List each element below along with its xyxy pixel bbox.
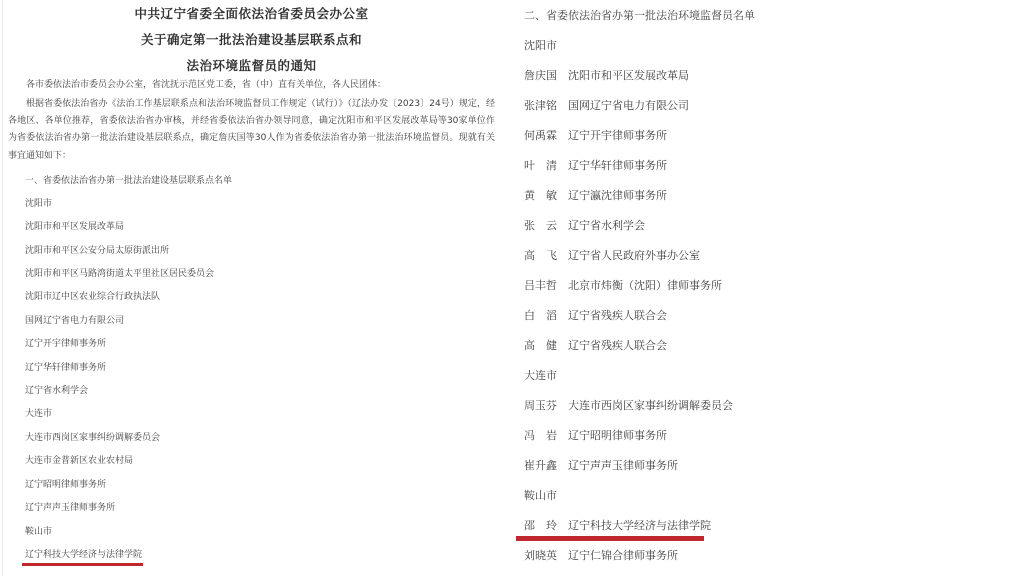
- list-item: [8, 286, 495, 309]
- person-name: 周玉芬: [524, 399, 557, 412]
- city-header: [8, 403, 495, 426]
- org-label: 沈阳市和平区公安分局太原街派出所: [25, 245, 170, 256]
- person-org: 辽宁昭明律师事务所: [568, 429, 667, 442]
- person-name: 张 云: [524, 219, 557, 232]
- list-item: [8, 450, 495, 473]
- org-label: 辽宁科技大学经济与法律学院: [25, 549, 143, 560]
- list-item-highlighted: [8, 544, 495, 567]
- person-org: 沈阳市和平区发展改革局: [568, 69, 689, 82]
- city-label: 鞍山市: [524, 489, 557, 502]
- supervisor-row: [514, 241, 1019, 271]
- person-org: 辽宁开宇律师事务所: [568, 129, 667, 142]
- section2-heading: 二、省委依法治省办第一批法治环境监督员名单: [524, 9, 755, 22]
- person-name: 吕丰哲: [524, 279, 557, 292]
- document-title: [8, 1, 495, 79]
- page-edge-divider: [2, 0, 3, 576]
- list-item: [8, 240, 495, 263]
- list-item: [8, 427, 495, 450]
- person-name: 詹庆国: [524, 69, 557, 82]
- city-label: 鞍山市: [25, 526, 53, 537]
- supervisors-list: [514, 31, 1019, 571]
- city-label: 大连市: [25, 409, 53, 420]
- person-org: 辽宁省人民政府外事办公室: [568, 249, 700, 262]
- supervisor-row: [514, 451, 1019, 481]
- city-header: [8, 193, 495, 216]
- supervisor-row: [514, 211, 1019, 241]
- person-name: 白 滔: [524, 309, 557, 322]
- list-item: [8, 474, 495, 497]
- section1-heading: 一、省委依法治省办第一批法治建设基层联系点名单: [25, 175, 233, 186]
- list-item: [8, 497, 495, 520]
- supervisor-row: [514, 151, 1019, 181]
- city-header: [8, 521, 495, 544]
- notice-page-2: [514, 0, 1019, 571]
- org-label: 辽宁声声玉律师事务所: [25, 503, 116, 514]
- person-name: 邵 玲: [524, 519, 557, 532]
- supervisor-row: [514, 541, 1019, 571]
- supervisor-row: [514, 421, 1019, 451]
- org-label: 辽宁开宇律师事务所: [25, 339, 107, 350]
- person-name: 何禹霖: [524, 129, 557, 142]
- list-item: [8, 263, 495, 286]
- salutation-paragraph: 各市委依法治市委员会办公室，省沈抚示范区党工委，省（中）直有关单位，各人民团体：: [26, 80, 387, 90]
- contact-points-list: [8, 193, 495, 568]
- red-underline-mark: [22, 563, 143, 566]
- person-org: 辽宁华轩律师事务所: [568, 159, 667, 172]
- person-org: 辽宁仁锦合律师事务所: [568, 549, 678, 562]
- org-label: 沈阳市和平区发展改革局: [25, 222, 125, 233]
- list-item: [8, 216, 495, 239]
- person-org: 辽宁省水利学会: [568, 219, 645, 232]
- city-header: [514, 481, 1019, 511]
- person-name: 高 健: [524, 339, 557, 352]
- person-name: 刘晓英: [524, 549, 557, 562]
- person-name: 叶 清: [524, 159, 557, 172]
- supervisor-row-highlighted: [514, 511, 1019, 541]
- supervisor-row: [514, 91, 1019, 121]
- person-name: 张津铭: [524, 99, 557, 112]
- person-org: 辽宁省残疾人联合会: [568, 339, 667, 352]
- org-label: 国网辽宁省电力有限公司: [25, 315, 125, 326]
- person-org: 辽宁瀛沈律师事务所: [568, 189, 667, 202]
- title-line-2: 关于确定第一批法治建设基层联系点和: [140, 32, 362, 47]
- supervisor-row: [514, 391, 1019, 421]
- org-label: 大连市金普新区农业农村局: [25, 456, 134, 467]
- person-name: 黄 敏: [524, 189, 557, 202]
- org-label: 辽宁省水利学会: [25, 386, 89, 397]
- org-label: 辽宁昭明律师事务所: [25, 479, 107, 490]
- person-org: 辽宁声声玉律师事务所: [568, 459, 678, 472]
- org-label: 大连市西岗区家事纠纷调解委员会: [25, 432, 161, 443]
- list-item: [8, 310, 495, 333]
- org-label: 辽宁华轩律师事务所: [25, 362, 107, 373]
- supervisor-row: [514, 301, 1019, 331]
- supervisor-row: [514, 121, 1019, 151]
- org-label: 沈阳市辽中区农业综合行政执法队: [25, 292, 161, 303]
- person-name: 高 飞: [524, 249, 557, 262]
- supervisor-row: [514, 331, 1019, 361]
- list-item: [8, 333, 495, 356]
- list-item: [8, 357, 495, 380]
- city-label: 沈阳市: [524, 39, 557, 52]
- supervisor-row: [514, 61, 1019, 91]
- body-paragraph: 根据省委依法治省办《法治工作基层联系点和法治环境监督员工作规定（试行）》（辽法办发〔2023〕24号）规定，经各地区、各单位推荐，省委依法治省办审核，并经省委依法治省办领导同意，确定沈阳市和平区发展改革局等30家单位作为省委依法治省办第一批法治建设基层联系点，确定詹庆国等30人作为省委依法治省办第一批法治环境监督员。现就有关事宜通知如下：: [8, 99, 495, 161]
- supervisor-row: [514, 181, 1019, 211]
- person-name: 冯 岩: [524, 429, 557, 442]
- person-org: 国网辽宁省电力有限公司: [568, 99, 689, 112]
- person-name: 崔升鑫: [524, 459, 557, 472]
- org-label: 沈阳市和平区马路湾街道太平里社区居民委员会: [25, 269, 215, 280]
- city-header: [514, 361, 1019, 391]
- list-item: [8, 380, 495, 403]
- city-header: [514, 31, 1019, 61]
- supervisor-row: [514, 271, 1019, 301]
- person-org: 北京市炜衡（沈阳）律师事务所: [568, 279, 722, 292]
- city-label: 沈阳市: [25, 198, 53, 209]
- person-org: 大连市西岗区家事纠纷调解委员会: [568, 399, 733, 412]
- title-line-3: 法治环境监督员的通知: [186, 58, 317, 73]
- city-label: 大连市: [524, 369, 557, 382]
- notice-page-1: [8, 0, 495, 567]
- person-org: 辽宁科技大学经济与法律学院: [568, 519, 711, 532]
- person-org: 辽宁省残疾人联合会: [568, 309, 667, 322]
- title-line-1: 中共辽宁省委全面依法治省委员会办公室: [134, 6, 369, 21]
